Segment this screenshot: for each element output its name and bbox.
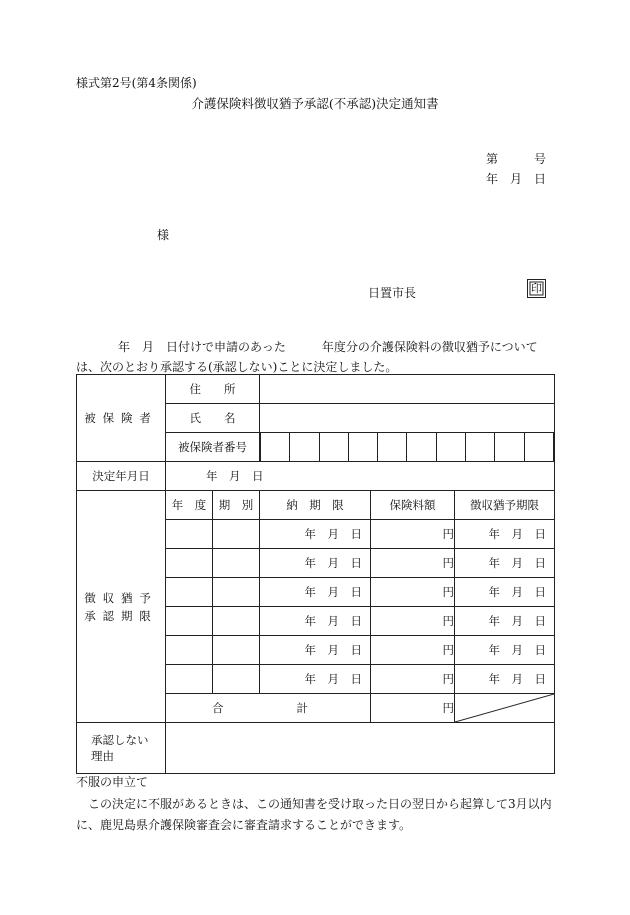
term-cell[interactable] (213, 520, 260, 549)
form-id: 様式第2号(第4条関係) (76, 76, 197, 90)
name-field[interactable] (260, 404, 555, 433)
digit-box[interactable] (260, 433, 289, 461)
due-cell[interactable]: 年 月 日 (260, 520, 371, 549)
limit-cell[interactable]: 年 月 日 (455, 636, 555, 665)
col-header-year: 年 度 (166, 491, 213, 520)
issuer-mayor: 日置市長 (368, 286, 417, 300)
limit-cell[interactable]: 年 月 日 (455, 607, 555, 636)
col-header-term: 期 別 (213, 491, 260, 520)
digit-box[interactable] (436, 433, 465, 461)
reason-label-cell (77, 723, 166, 774)
digit-box[interactable] (319, 433, 348, 461)
year-cell[interactable] (166, 578, 213, 607)
document-title: 介護保険料徴収猶予承認(不承認)決定通知書 (191, 96, 439, 111)
total-amount-cell[interactable]: 円 (371, 694, 455, 723)
due-cell[interactable]: 年 月 日 (260, 607, 371, 636)
document-number: 第 号 (486, 152, 547, 166)
total-slash-cell (455, 694, 555, 723)
due-cell[interactable]: 年 月 日 (260, 665, 371, 694)
appeal-line-1: この決定に不服があるときは、この通知書を受け取った日の翌日から起算して3月以内 (88, 797, 552, 811)
digit-box[interactable] (377, 433, 406, 461)
limit-cell[interactable]: 年 月 日 (455, 520, 555, 549)
due-cell[interactable]: 年 月 日 (260, 578, 371, 607)
col-header-amount: 保険料額 (371, 491, 455, 520)
deferral-label-1: 徴収猶予 (84, 590, 158, 605)
insured-label: 被保険者 (84, 411, 158, 425)
amount-cell[interactable]: 円 (371, 636, 455, 665)
term-cell[interactable] (213, 665, 260, 694)
year-cell[interactable] (166, 665, 213, 694)
decision-date-label: 決定年月日 (77, 462, 166, 491)
digit-box[interactable] (406, 433, 435, 461)
year-cell[interactable] (166, 520, 213, 549)
address-field[interactable] (260, 375, 555, 404)
amount-cell[interactable]: 円 (371, 607, 455, 636)
amount-cell[interactable]: 円 (371, 520, 455, 549)
term-cell[interactable] (213, 636, 260, 665)
reason-field[interactable] (166, 723, 555, 774)
col-header-deferral-limit: 徴収猶予期限 (455, 491, 555, 520)
intro-line-2: は、次のとおり承認する(承認しない)ことに決定しました。 (76, 360, 398, 374)
appeal-heading: 不服の申立て (76, 775, 149, 789)
digit-box[interactable] (348, 433, 377, 461)
insured-label-cell (77, 375, 166, 462)
term-cell[interactable] (213, 549, 260, 578)
year-cell[interactable] (166, 636, 213, 665)
year-cell[interactable] (166, 607, 213, 636)
reason-label-1: 承認しない (91, 733, 149, 747)
amount-cell[interactable]: 円 (371, 549, 455, 578)
deferral-label-2: 承認期限 (84, 608, 158, 623)
intro-line-1: 年 月 日付けで申請のあった 年度分の介護保険料の徴収猶予について (118, 340, 538, 354)
col-header-due: 納 期 限 (260, 491, 371, 520)
digit-box[interactable] (524, 433, 554, 461)
appeal-line-2: に、鹿児島県介護保険審査会に審査請求することができます。 (76, 818, 412, 832)
decision-date-value[interactable]: 年 月 日 (166, 462, 555, 491)
amount-cell[interactable]: 円 (371, 578, 455, 607)
notice-table (76, 374, 555, 774)
limit-cell[interactable]: 年 月 日 (455, 578, 555, 607)
due-cell[interactable]: 年 月 日 (260, 549, 371, 578)
document-date: 年 月 日 (486, 172, 547, 186)
digit-box[interactable] (494, 433, 523, 461)
total-label-1: 合 (212, 701, 224, 715)
digit-box[interactable] (465, 433, 494, 461)
amount-cell[interactable]: 円 (371, 665, 455, 694)
insured-number-label: 被保険者番号 (166, 433, 260, 462)
address-label: 住 所 (166, 375, 260, 404)
limit-cell[interactable]: 年 月 日 (455, 665, 555, 694)
recipient-honorific: 様 (157, 228, 170, 242)
term-cell[interactable] (213, 578, 260, 607)
insured-number-field[interactable] (260, 433, 555, 462)
seal-mark: 印 (527, 279, 546, 298)
name-label: 氏 名 (166, 404, 260, 433)
year-cell[interactable] (166, 549, 213, 578)
digit-box[interactable] (289, 433, 318, 461)
total-label-cell (166, 694, 371, 723)
term-cell[interactable] (213, 607, 260, 636)
diagonal-slash (455, 694, 554, 722)
deferral-label-cell (77, 491, 166, 723)
due-cell[interactable]: 年 月 日 (260, 636, 371, 665)
reason-label-2: 理由 (91, 749, 114, 763)
total-label-2: 計 (296, 701, 308, 715)
limit-cell[interactable]: 年 月 日 (455, 549, 555, 578)
